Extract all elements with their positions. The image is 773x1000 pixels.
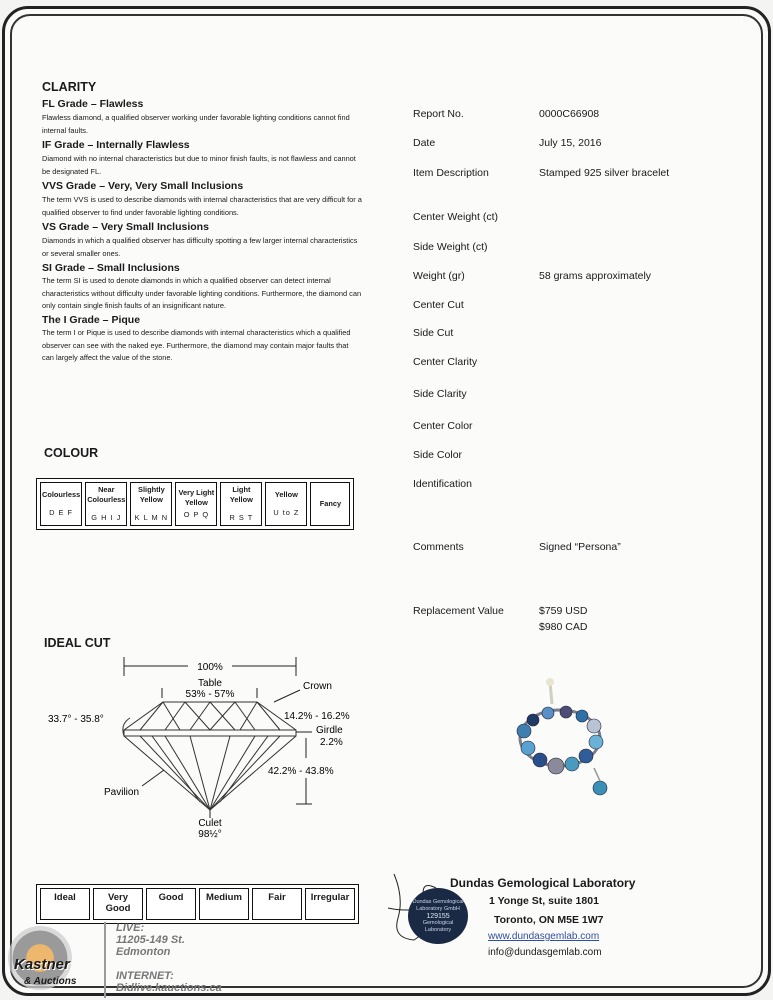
auction-internet-label: INTERNET: [116,970,174,982]
side-cut-label: Side Cut [413,327,454,339]
colour-cell [175,482,217,526]
i-grade-heading: The I Grade – Pique [42,314,141,326]
cut-grade-cell: Irregular [305,888,355,920]
lab-seal [408,888,468,944]
item-description-value: Stamped 925 silver bracelet [539,167,670,179]
colour-cell-name: Very Light Yellow [178,488,215,507]
colour-cell-name: Colourless [42,490,81,499]
culet-label: Culet [198,818,222,829]
crown-angle-label: 33.7° - 35.8° [48,714,104,725]
replacement-value-usd: $759 USD [539,605,588,617]
colour-cell-name: Near Colourless [87,485,126,504]
center-weight-label: Center Weight (ct) [413,211,498,223]
auction-live-line2: Edmonton [116,946,171,958]
table-range-label: 53% - 57% [185,689,235,700]
crown-label: Crown [303,681,332,692]
lab-website-link[interactable]: www.dundasgemlab.com [488,931,600,942]
cut-grade-cell: Fair [252,888,302,920]
side-weight-label: Side Weight (ct) [413,241,488,253]
colour-cell-range: R S T [229,513,254,522]
replacement-value-label: Replacement Value [413,605,504,617]
comments-label: Comments [413,541,464,553]
colour-cell-range: O P Q [183,510,210,519]
ideal-cut-title: IDEAL CUT [44,636,111,650]
auction-divider [104,922,106,998]
center-color-label: Center Color [413,420,473,432]
vs-grade-heading: VS Grade – Very Small Inclusions [42,221,209,233]
weight-value: 58 grams approximately [539,270,652,282]
fl-grade-text: Flawless diamond, a qualified observer working under favorable lighting conditions cannot find internal faults. [42,113,350,135]
colour-cell-range: G H I J [91,513,122,522]
colour-cell-name: Slightly Yellow [138,485,165,504]
clarity-title: CLARITY [42,80,97,94]
pavilion-depth-label: 42.2% - 43.8% [268,766,334,777]
cut-grade-cell: Medium [199,888,249,920]
i-grade-text: The term I or Pique is used to describe diamonds with internal characteristics which a qualified observer can see with the naked eye. Furthermore, the diamond may contain major faults that can largely affect the value of the stone. [42,328,351,362]
seal-line: Laboratory GmbH [416,905,460,912]
side-color-label: Side Color [413,449,463,461]
side-clarity-label: Side Clarity [413,388,467,400]
auction-logo-top: Kastner [14,956,70,973]
vs-grade-text: Diamonds in which a qualified observer has difficulty spotting a few larger internal characteristics or several smaller ones. [42,236,358,258]
weight-label: Weight (gr) [413,270,465,282]
auction-live-label: LIVE: [116,922,145,934]
report-no-value: 0000C66908 [539,108,600,120]
if-grade-text: Diamond with no internal characteristics but due to minor finish faults, is not flawless and cannot be designated FL. [42,154,356,176]
center-clarity-label: Center Clarity [413,356,478,368]
colour-cell-fancy [310,482,350,526]
identification-label: Identification [413,478,472,490]
lab-name: Dundas Gemological Laboratory [450,876,636,890]
cut-grade-cell: Ideal [40,888,90,920]
crown-height-label: 14.2% - 16.2% [284,711,350,722]
center-cut-label: Center Cut [413,299,464,311]
if-grade-heading: IF Grade – Internally Flawless [42,139,190,151]
seal-line: 129155 [426,912,450,920]
vvs-grade-text: The term VVS is used to describe diamonds with internal characteristics that are very difficult for a qualified observer to find under favorable lighting conditions. [42,195,362,217]
date-label: Date [413,137,436,149]
diamond-outline [124,702,296,810]
auction-watermark [6,922,246,1000]
auction-logo-bottom: & Auctions [24,976,77,987]
comments-value: Signed “Persona” [539,541,621,553]
si-grade-text: The term SI is used to denote diamonds in which a qualified observer can detect internal characteristics without difficulty under favorable lighting conditions. Furthermore, the diamond can only contain single finish faults of an insignificant nature. [42,276,362,310]
replacement-value-cad: $980 CAD [539,621,588,633]
colour-scale-table [36,478,354,530]
colour-cell [130,482,172,526]
seal-line: Gemological [422,919,454,926]
girdle-label: Girdle [316,725,343,736]
auction-live-line1: 11205-149 St. [116,934,185,946]
seal-line: Dundas Gemological [412,898,464,905]
lab-email: info@dundasgemlab.com [488,947,602,958]
lab-address-line2: Toronto, ON M5E 1W7 [494,914,604,926]
report-no-label: Report No. [413,108,464,120]
colour-cell-name: Fancy [319,499,342,508]
fl-grade-heading: FL Grade – Flawless [42,98,144,110]
si-grade-heading: SI Grade – Small Inclusions [42,262,180,274]
colour-cell [265,482,307,526]
date-value: July 15, 2016 [539,137,602,149]
colour-cell-range: D E F [49,508,74,517]
diamond-diagram [40,652,370,842]
girdle-value-label: 2.2% [320,737,343,748]
bracelet-photo [500,676,620,800]
lab-address-line1: 1 Yonge St, suite 1801 [489,895,599,907]
table-label: Table [198,678,222,689]
vvs-grade-heading: VVS Grade – Very, Very Small Inclusions [42,180,244,192]
seal-line: Laboratory [424,926,452,933]
pavilion-label: Pavilion [104,787,140,798]
colour-cell-range: U to Z [273,508,300,517]
culet-value-label: 98½° [198,829,222,840]
item-description-label: Item Description [413,167,489,179]
colour-cell-name: Light Yellow [229,485,253,504]
colour-cell [220,482,262,526]
colour-cell [85,482,127,526]
colour-cell-name: Yellow [274,490,298,499]
cut-grade-table [36,884,359,924]
cut-grade-cell: Good [146,888,196,920]
total-width-label: 100% [197,662,223,673]
colour-title: COLOUR [44,446,99,460]
colour-cell-range: K L M N [134,513,169,522]
cut-grade-cell: Very Good [93,888,143,920]
colour-cell [40,482,82,526]
auction-internet-url[interactable]: Bidlive.kauctions.ca [116,982,222,994]
